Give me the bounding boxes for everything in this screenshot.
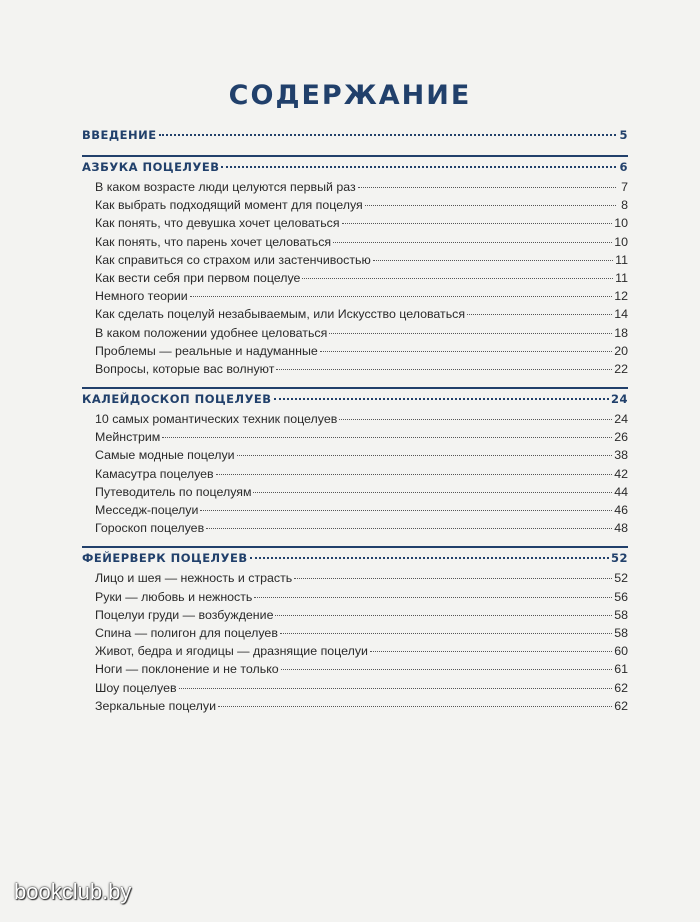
entry-page: 26 [614,430,628,445]
entry-title: Спина — полигон для поцелуев [95,625,278,640]
entry-page: 18 [614,325,628,340]
section-page: 52 [610,551,628,566]
toc-entry [82,307,628,325]
entry-page: 56 [614,589,628,604]
toc-entry [82,608,628,626]
entry-page: 46 [614,503,628,517]
entry-title: Шоу поцелуев [95,680,177,695]
leader-dots [373,260,613,261]
section-page: 6 [619,160,628,174]
section-page: 5 [619,128,628,142]
toc-entry [82,430,628,448]
watermark: bookclub.by [14,879,132,904]
entry-title: Проблемы — реальные и надуманные [95,343,318,358]
leader-dots [237,455,613,456]
toc-entry [82,590,628,608]
entry-title: Ноги — поклонение и не только [95,662,279,677]
entry-title: Как выбрать подходящий момент для поцелуя [95,198,363,213]
section-title: АЗБУКА ПОЦЕЛУЕВ [82,160,220,174]
leader-dots [365,205,616,206]
entry-title: Как понять, что девушка хочет целоваться [95,216,340,231]
entry-title: Как сделать поцелуй незабываемым, или Искусство целоваться [95,307,466,322]
entry-title: 10 самых романтических техник поцелуев [95,412,338,427]
leader-dots [162,437,612,438]
leader-dots [221,166,616,168]
entry-title: Как справиться со страхом или застенчивостью [95,252,371,267]
entry-page: 42 [614,466,628,481]
entry-page: 62 [614,680,628,695]
entry-page: 38 [614,448,628,463]
entry-title: Вопросы, которые вас волнуют [95,361,275,376]
leader-dots [342,223,613,224]
toc-entry [82,289,628,307]
toc-entry [82,326,628,344]
toc-entry [82,235,628,253]
toc-entry [82,467,628,485]
toc-entry [82,485,628,503]
leader-dots [358,187,616,188]
toc-entry [82,626,628,644]
leader-dots [339,419,612,420]
entry-page: 48 [614,521,628,536]
leader-dots [467,314,612,315]
entry-page: 11 [615,270,628,285]
toc-section [82,387,628,539]
toc-entry [82,198,628,216]
entry-page: 22 [614,361,628,376]
entry-page: 58 [614,625,628,640]
entry-title: Руки — любовь и нежность [95,589,253,604]
leader-dots [370,651,612,652]
leader-dots [253,492,612,493]
leader-dots [159,134,616,136]
entry-title: Живот, бедра и ягодицы — дразнящие поцелуи [95,644,368,659]
leader-dots [254,597,612,598]
entry-page: 11 [615,252,628,267]
entry-page: 10 [614,216,628,231]
toc-entry [82,271,628,289]
toc-entry [82,644,628,662]
toc-entry [82,362,628,380]
entry-title: Камасутра поцелуев [95,466,214,481]
entry-title: Немного теории [95,289,188,304]
leader-dots [281,669,613,670]
section-heading [82,160,628,180]
leader-dots [280,633,612,634]
entry-title: В каком положении удобнее целоваться [95,325,328,340]
entry-title: Поцелуи груди — возбуждение [95,607,274,622]
toc-entry [82,216,628,234]
toc-section [82,546,628,717]
section-heading [82,392,628,412]
page-title: СОДЕРЖАНИЕ [228,80,472,111]
toc-entry [82,681,628,699]
toc-entry [82,662,628,680]
entry-page: 61 [614,662,628,677]
section-title: ВВЕДЕНИЕ [82,128,157,142]
entry-page: 60 [614,644,628,659]
toc-section [82,128,628,148]
entry-title: Мейнстрим [95,430,161,445]
section-heading [82,551,628,571]
leader-dots [320,351,612,352]
section-title: ФЕЙЕРВЕРК ПОЦЕЛУЕВ [82,551,248,566]
leader-dots [274,398,609,400]
toc-entry [82,448,628,466]
entry-title: Лицо и шея — нежность и страсть [95,571,293,586]
leader-dots [276,369,612,370]
entry-title: Зеркальные поцелуи [95,698,217,713]
entry-page: 20 [614,343,628,358]
leader-dots [333,242,612,243]
toc-entry [82,521,628,539]
toc-entry [82,571,628,589]
entry-page: 58 [614,607,628,622]
entry-page: 12 [614,289,628,304]
section-title: КАЛЕЙДОСКОП ПОЦЕЛУЕВ [82,392,272,407]
entry-page: 10 [614,234,628,249]
leader-dots [275,615,612,616]
leader-dots [200,510,612,511]
table-of-contents [82,128,628,724]
toc-entry [82,503,628,521]
toc-entry [82,253,628,271]
entry-title: Как вести себя при первом поцелуе [95,270,301,285]
leader-dots [190,296,612,297]
leader-dots [216,474,613,475]
leader-dots [179,688,613,689]
entry-page: 62 [614,698,628,713]
toc-entry [82,344,628,362]
section-page: 24 [610,392,628,407]
entry-page: 52 [614,571,628,586]
leader-dots [206,528,612,529]
toc-entry [82,699,628,717]
entry-page: 44 [614,484,628,499]
leader-dots [302,278,613,279]
entry-page: 24 [614,412,628,427]
entry-page: 14 [614,307,628,322]
entry-title: В каком возрасте люди целуются первый раз [95,180,356,194]
entry-title: Как понять, что парень хочет целоваться [95,234,332,249]
toc-entry [82,180,628,198]
toc-section [82,155,628,380]
toc-entry [82,412,628,430]
entry-title: Путеводитель по поцелуям [95,484,252,499]
section-heading [82,128,628,148]
entry-page: 7 [621,180,628,194]
entry-title: Месседж-поцелуи [95,503,199,517]
leader-dots [250,557,609,559]
entry-page: 8 [621,198,628,213]
leader-dots [329,333,612,334]
entry-title: Гороскоп поцелуев [95,521,205,536]
leader-dots [294,578,612,579]
entry-title: Самые модные поцелуи [95,448,235,463]
leader-dots [218,706,612,707]
